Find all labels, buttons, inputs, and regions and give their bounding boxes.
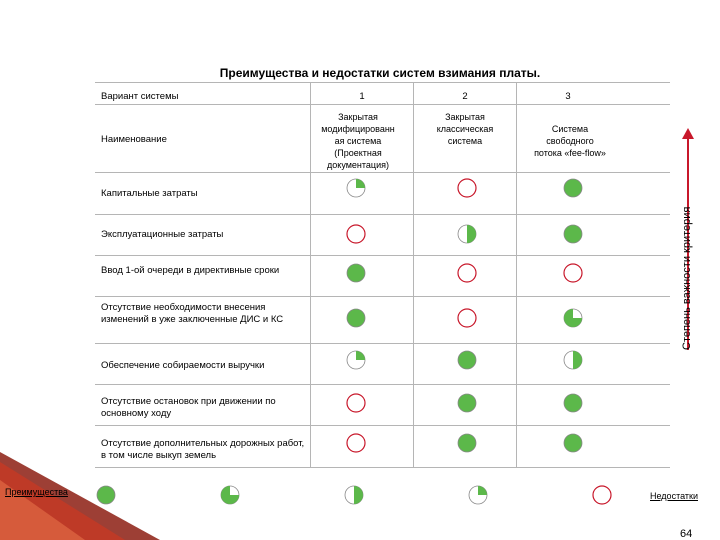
table-vline bbox=[413, 82, 414, 467]
criterion-label: Отсутствие необходимости внесения изменений в уже заключенные ДИС и КС bbox=[101, 302, 284, 325]
rating-full-icon bbox=[562, 223, 584, 245]
rating-full-icon bbox=[95, 484, 117, 506]
rating-full-icon bbox=[345, 307, 367, 329]
rating-full-icon bbox=[345, 262, 367, 284]
rating-empty-icon bbox=[591, 484, 613, 506]
rating-empty-icon bbox=[345, 432, 367, 454]
table-line bbox=[95, 104, 670, 105]
legend-disadvantages: Недостатки bbox=[650, 491, 698, 501]
table-vline bbox=[516, 82, 517, 467]
system-name: Система свободного потока «fee-flow» bbox=[534, 124, 606, 158]
system-name: Закрытая модифицированн ая система (Проектная документация) bbox=[321, 112, 395, 170]
criterion-label: Эксплуатационные затраты bbox=[101, 229, 224, 240]
name-label: Наименование bbox=[101, 134, 167, 145]
page-title: Преимущества и недостатки систем взимания платы. bbox=[219, 66, 541, 80]
table-line bbox=[95, 425, 670, 426]
system-name: Закрытая классическая система bbox=[436, 112, 494, 146]
rating-full-icon bbox=[456, 349, 478, 371]
rating-quarter-icon bbox=[467, 484, 489, 506]
rating-half-icon bbox=[343, 484, 365, 506]
system-number: 1 bbox=[359, 91, 365, 102]
table-line bbox=[95, 82, 670, 83]
page-number: 64 bbox=[680, 528, 693, 540]
rating-half-icon bbox=[456, 223, 478, 245]
rating-empty-icon bbox=[456, 177, 478, 199]
rating-full-icon bbox=[562, 392, 584, 414]
rating-empty-icon bbox=[456, 307, 478, 329]
rating-half-icon bbox=[562, 349, 584, 371]
rating-three-quarter-icon bbox=[562, 307, 584, 329]
rating-empty-icon bbox=[345, 223, 367, 245]
criterion-label: Капитальные затраты bbox=[101, 188, 198, 199]
rating-full-icon bbox=[456, 392, 478, 414]
variant-label: Вариант системы bbox=[101, 91, 179, 102]
criterion-label: Обеспечение собираемости выручки bbox=[101, 360, 265, 371]
system-number: 3 bbox=[565, 91, 571, 102]
table-vline bbox=[310, 82, 311, 467]
table-line bbox=[95, 467, 670, 468]
rating-full-icon bbox=[456, 432, 478, 454]
rating-quarter-icon bbox=[345, 349, 367, 371]
rating-empty-icon bbox=[562, 262, 584, 284]
rating-empty-icon bbox=[345, 392, 367, 414]
criterion-label: Ввод 1-ой очереди в директивные сроки bbox=[101, 265, 280, 276]
rating-full-icon bbox=[562, 177, 584, 199]
system-number: 2 bbox=[462, 91, 468, 102]
table-line bbox=[95, 172, 670, 173]
table-line bbox=[95, 384, 670, 385]
criterion-label: Отсутствие остановок при движении по основному ходу bbox=[101, 396, 276, 419]
criterion-label: Отсутствие дополнительных дорожных работ, в том числе выкуп земель bbox=[101, 438, 305, 461]
rating-three-quarter-icon bbox=[219, 484, 241, 506]
table-line bbox=[95, 343, 670, 344]
table-line bbox=[95, 296, 670, 297]
rating-full-icon bbox=[562, 432, 584, 454]
table-line bbox=[95, 214, 670, 215]
table-line bbox=[95, 255, 670, 256]
rating-empty-icon bbox=[456, 262, 478, 284]
rating-quarter-icon bbox=[345, 177, 367, 199]
importance-label: Степень важности критерия bbox=[681, 206, 693, 350]
legend-advantages: Преимущества bbox=[5, 487, 68, 497]
